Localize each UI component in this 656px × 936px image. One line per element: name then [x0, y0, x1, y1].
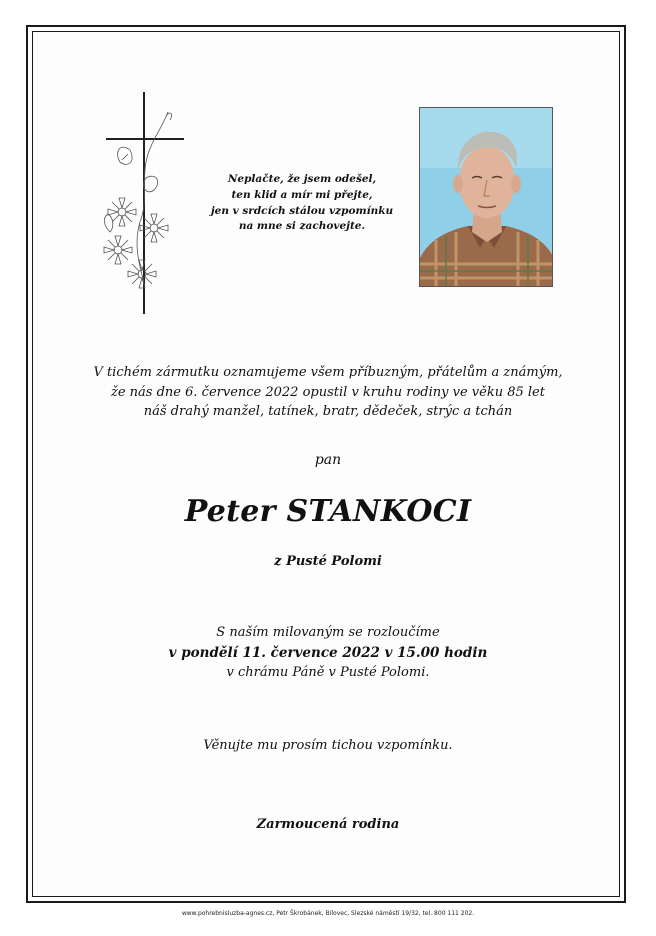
memorial-verse: [208, 172, 396, 235]
verse-line: na mne si zachovejte.: [238, 220, 366, 233]
funeral-service-footer: www.pohrebnisluzba-agnes.cz, Petr Škrobánek, Bílovec, Slezské náměstí 19/32, tel. 800 111 202.: [181, 910, 475, 917]
verse-line: Neplačte, že jsem odešel,: [227, 173, 377, 185]
funeral-details: [60, 623, 596, 682]
funeral-intro: S naším milovaným se rozloučíme: [216, 625, 440, 640]
announcement-line: náš drahý manžel, tatínek, bratr, dědeček, strýc a tchán: [143, 404, 513, 419]
death-announcement: [60, 363, 596, 422]
funeral-location: v chrámu Páně v Pusté Polomi.: [226, 664, 430, 680]
title-prefix: pan: [314, 452, 342, 468]
deceased-name: Peter STANKOCI: [184, 494, 472, 529]
funeral-date-time: v pondělí 11. července 2022 v 15.00 hodin: [168, 644, 488, 661]
verse-line: ten klid a mír mi přejte,: [231, 188, 373, 201]
cross-with-flowers-icon: [100, 92, 190, 318]
announcement-line: že nás dne 6. července 2022 opustil v kruhu rodiny ve věku 85 let: [111, 384, 545, 400]
portrait-photo: [419, 107, 553, 287]
remembrance-request: Věnujte mu prosím tichou vzpomínku.: [203, 738, 453, 753]
deceased-origin: z Pusté Polomi: [274, 554, 382, 569]
announcement-line: V tichém zármutku oznamujeme všem příbuzným, přátelům a známým,: [93, 365, 563, 380]
verse-line: jen v srdcích stálou vzpomínku: [210, 204, 394, 217]
family-signature: Zarmoucená rodina: [256, 817, 400, 832]
